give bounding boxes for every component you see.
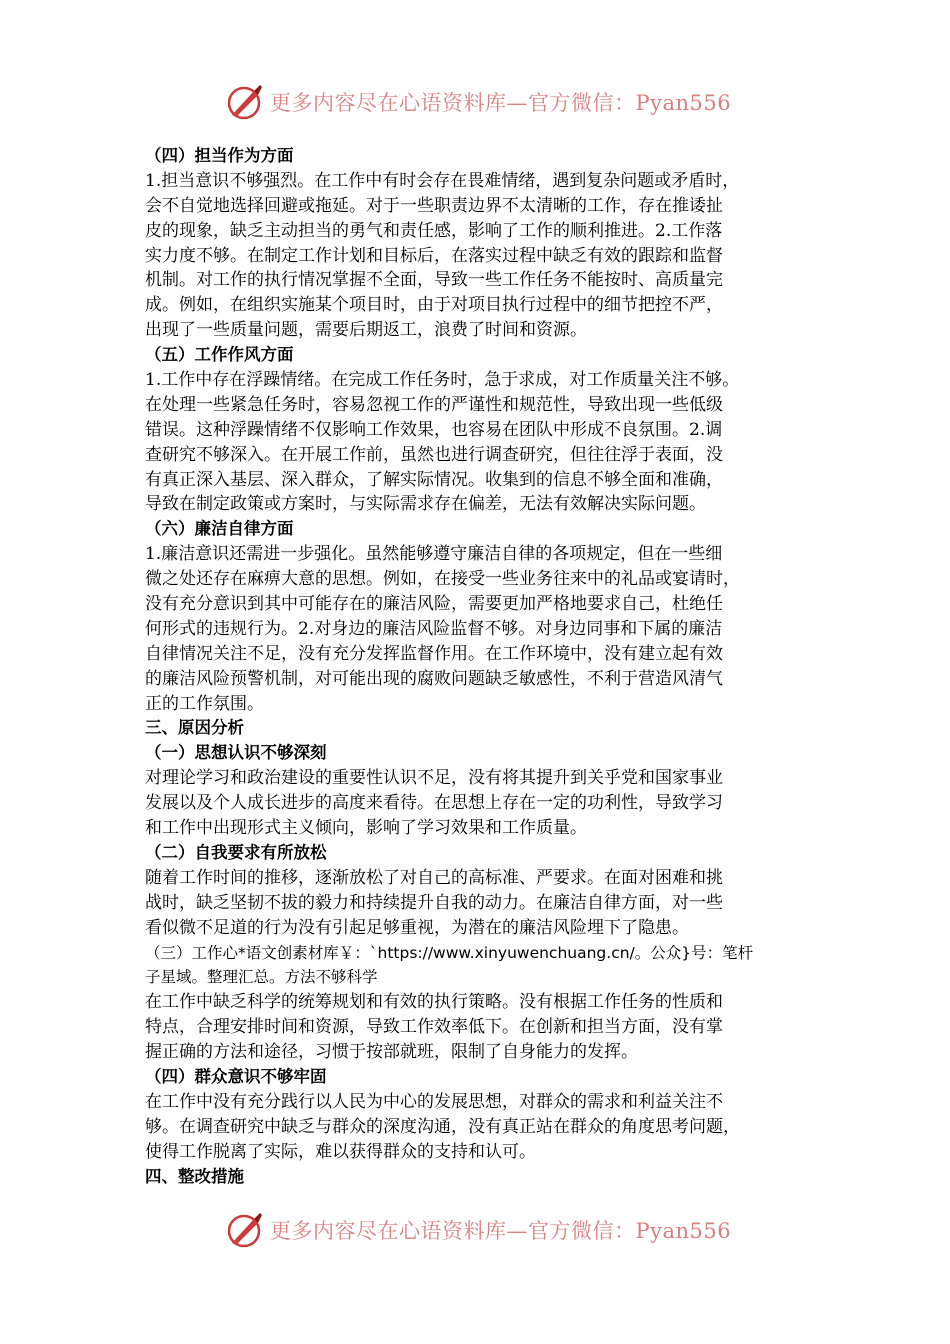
paragraph-line: 皮的现象，缺乏主动担当的勇气和责任感，影响了工作的顺利推进。2.工作落 — [145, 220, 723, 241]
paragraph-line: 有真正深入基层、深入群众，了解实际情况。收集到的信息不够全面和准确， — [145, 469, 723, 490]
paragraph-line: 发展以及个人成长进步的高度来看待。在思想上存在一定的功利性，导致学习 — [145, 793, 723, 814]
pen-logo-icon — [224, 82, 264, 122]
document-body — [145, 144, 823, 1189]
footer-banner — [224, 1210, 732, 1250]
paragraph-line: 握正确的方法和途径，习惯于按部就班，限制了自身能力的发挥。 — [145, 1042, 638, 1063]
paragraph-line: 导致在制定政策或方案时，与实际需求存在偏差，无法有效解决实际问题。 — [145, 494, 706, 515]
paragraph-line: 会不自觉地选择回避或拖延。对于一些职责边界不太清晰的工作，存在推诿扯 — [145, 195, 723, 216]
paragraph-line: 在工作中缺乏科学的统筹规划和有效的执行策略。没有根据工作任务的性质和 — [145, 992, 723, 1013]
paragraph-line: 在工作中没有充分践行以人民为中心的发展思想，对群众的需求和利益关注不 — [145, 1091, 723, 1112]
paragraph-line: 成。例如，在组织实施某个项目时，由于对项目执行过程中的细节把控不严， — [145, 295, 723, 316]
paragraph-line: 1.担当意识不够强烈。在工作中有时会存在畏难情绪，遇到复杂问题或矛盾时， — [145, 170, 740, 191]
paragraph-line: 看似微不足道的行为没有引起足够重视，为潜在的廉洁风险埋下了隐患。 — [145, 917, 689, 938]
paragraph-line: 战时，缺乏坚韧不拔的毅力和持续提升自我的动力。在廉洁自律方面，对一些 — [145, 892, 723, 913]
paragraph-line: 正的工作氛围。 — [145, 693, 264, 714]
paragraph-line: 微之处还存在麻痹大意的思想。例如，在接受一些业务往来中的礼品或宴请时， — [145, 569, 740, 590]
paragraph-line: 随着工作时间的推移，逐渐放松了对自己的高标准、严要求。在面对困难和挑 — [145, 867, 723, 888]
section-heading: （五）工作作风方面 — [145, 345, 294, 365]
paragraph-line: 机制。对工作的执行情况掌握不全面，导致一些工作任务不能按时、高质量完 — [145, 270, 723, 291]
paragraph-line: 的廉洁风险预警机制，对可能出现的腐败问题缺乏敏感性，不利于营造风清气 — [145, 668, 723, 689]
paragraph-line: 使得工作脱离了实际，难以获得群众的支持和认可。 — [145, 1141, 536, 1162]
paragraph-line: 查研究不够深入。在开展工作前，虽然也进行调查研究，但往往浮于表面，没 — [145, 444, 723, 465]
banner-text: 更多内容尽在心语资料库—官方微信：Pyan556 — [270, 91, 732, 115]
section-heading: 四、整改措施 — [145, 1166, 244, 1186]
header-banner — [224, 82, 732, 122]
banner-text: 更多内容尽在心语资料库—官方微信：Pyan556 — [270, 1219, 732, 1243]
paragraph-line: 错误。这种浮躁情绪不仅影响工作效果，也容易在团队中形成不良氛围。2.调 — [145, 419, 723, 440]
paragraph-line: 在处理一些紧急任务时，容易忽视工作的严谨性和规范性，导致出现一些低级 — [145, 394, 723, 415]
paragraph-line: 够。在调查研究中缺乏与群众的深度沟通，没有真正站在群众的角度思考问题， — [145, 1116, 740, 1137]
paragraph-line: 对理论学习和政治建设的重要性认识不足，没有将其提升到关乎党和国家事业 — [145, 768, 723, 789]
paragraph-line: 何形式的违规行为。2.对身边的廉洁风险监督不够。对身边同事和下属的廉洁 — [145, 618, 723, 639]
paragraph-line: 自律情况关注不足，没有充分发挥监督作用。在工作环境中，没有建立起有效 — [145, 643, 723, 664]
section-heading: （四）担当作为方面 — [145, 146, 294, 165]
paragraph-line: 1.工作中存在浮躁情绪。在完成工作任务时，急于求成，对工作质量关注不够。 — [145, 370, 740, 391]
paragraph-line: （三）工作心*语文创素材库￥：`https://www.xinyuwenchuang.cn/。公众}号：笔杆 — [145, 943, 754, 962]
paragraph-line: 子星域。整理汇总。方法不够科学 — [145, 968, 378, 987]
paragraph-line: 出现了一些质量问题，需要后期返工，浪费了时间和资源。 — [145, 320, 587, 341]
section-heading: （一）思想认识不够深刻 — [145, 743, 327, 763]
section-heading: 三、原因分析 — [145, 718, 244, 738]
paragraph-line: 和工作中出现形式主义倾向，影响了学习效果和工作质量。 — [145, 818, 587, 839]
pen-logo-icon — [224, 1210, 264, 1250]
paragraph-line: 特点，合理安排时间和资源，导致工作效率低下。在创新和担当方面，没有掌 — [145, 1017, 723, 1038]
section-heading: （四）群众意识不够牢固 — [145, 1066, 327, 1086]
paragraph-line: 没有充分意识到其中可能存在的廉洁风险，需要更加严格地要求自己，杜绝任 — [145, 594, 723, 615]
section-heading: （六）廉洁自律方面 — [145, 519, 294, 539]
paragraph-line: 实力度不够。在制定工作计划和目标后，在落实过程中缺乏有效的跟踪和监督 — [145, 245, 723, 266]
paragraph-line: 1.廉洁意识还需进一步强化。虽然能够遵守廉洁自律的各项规定，但在一些细 — [145, 544, 723, 565]
section-heading: （二）自我要求有所放松 — [145, 842, 327, 862]
